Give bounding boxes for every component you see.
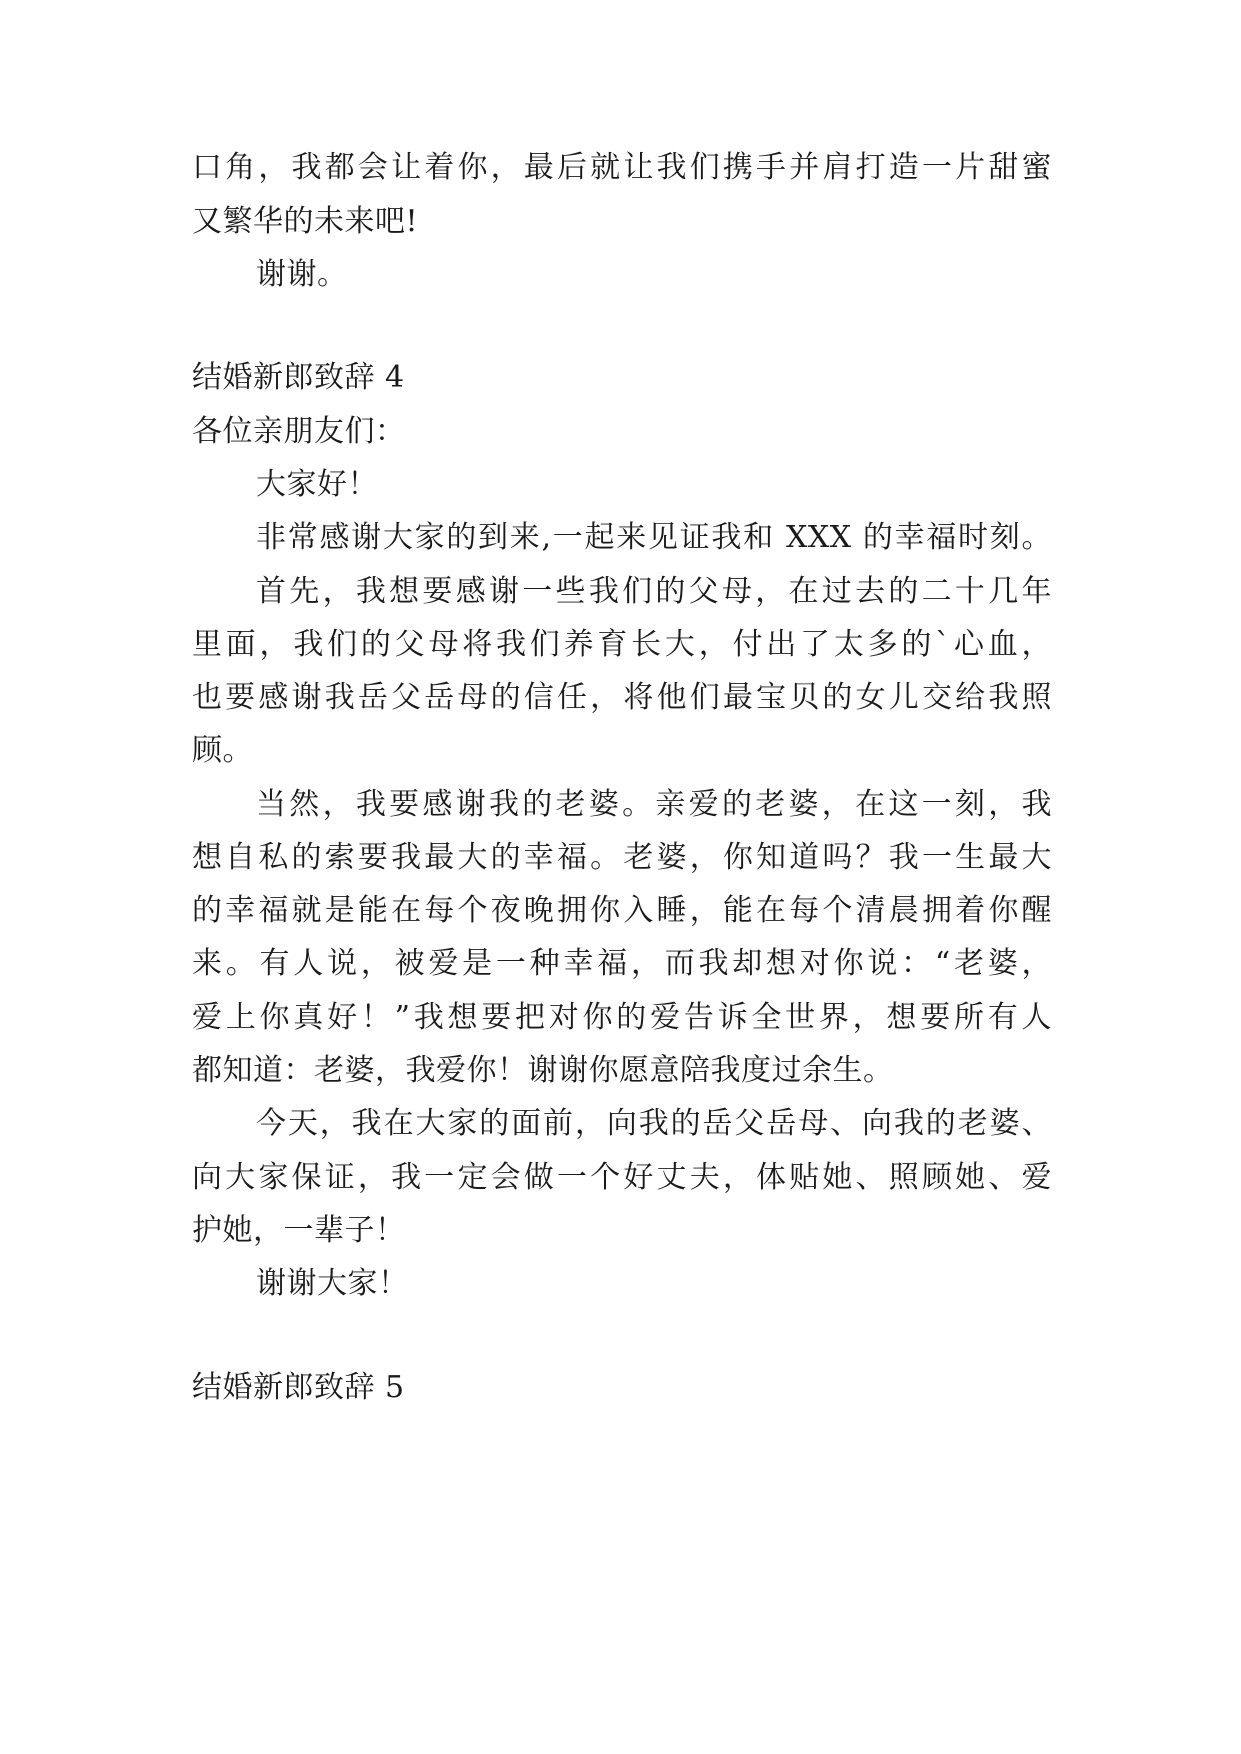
thanks-line: 谢谢。 <box>256 257 348 292</box>
paragraph-line: 又繁华的未来吧! <box>192 204 419 239</box>
paragraph-line: 都知道：老婆，我爱你！谢谢你愿意陪我度过余生。 <box>192 1053 894 1088</box>
paragraph-line: 想自私的索要我最大的幸福。老婆，你知道吗？我一生最大 <box>192 840 1052 875</box>
paragraph-line: 的幸福就是能在每个夜晚拥你入睡，能在每个清晨拥着你醒 <box>192 893 1052 928</box>
salutation: 各位亲朋友们： <box>192 414 406 449</box>
paragraph-line: 口角，我都会让着你，最后就让我们携手并肩打造一片甜蜜 <box>192 150 1052 185</box>
section-heading: 结婚新郎致辞 4 <box>192 360 405 395</box>
closing-line: 谢谢大家！ <box>256 1266 409 1301</box>
paragraph-line: 护她，一辈子！ <box>192 1213 406 1248</box>
section-heading: 结婚新郎致辞 5 <box>192 1370 405 1405</box>
paragraph-line: 顾。 <box>192 733 253 768</box>
paragraph-line: 也要感谢我岳父岳母的信任，将他们最宝贝的女儿交给我照 <box>192 680 1052 715</box>
paragraph-line: 当然，我要感谢我的老婆。亲爱的老婆，在这一刻，我 <box>256 787 1052 822</box>
paragraph-line: 里面，我们的父母将我们养育长大，付出了太多的`心血， <box>192 627 1052 662</box>
paragraph-line: 来。有人说，被爱是一种幸福，而我却想对你说：“老婆， <box>192 946 1052 981</box>
paragraph-line: 爱上你真好！”我想要把对你的爱告诉全世界，想要所有人 <box>192 1000 1052 1035</box>
paragraph-line: 今天，我在大家的面前，向我的岳父岳母、向我的老婆、 <box>256 1106 1052 1141</box>
paragraph-line: 首先，我想要感谢一些我们的父母，在过去的二十几年 <box>256 574 1052 609</box>
paragraph-line: 非常感谢大家的到来,一起来见证我和 XXX 的幸福时刻。 <box>256 520 1052 555</box>
paragraph-line: 向大家保证，我一定会做一个好丈夫，体贴她、照顾她、爱 <box>192 1160 1052 1195</box>
greeting: 大家好！ <box>256 467 378 502</box>
